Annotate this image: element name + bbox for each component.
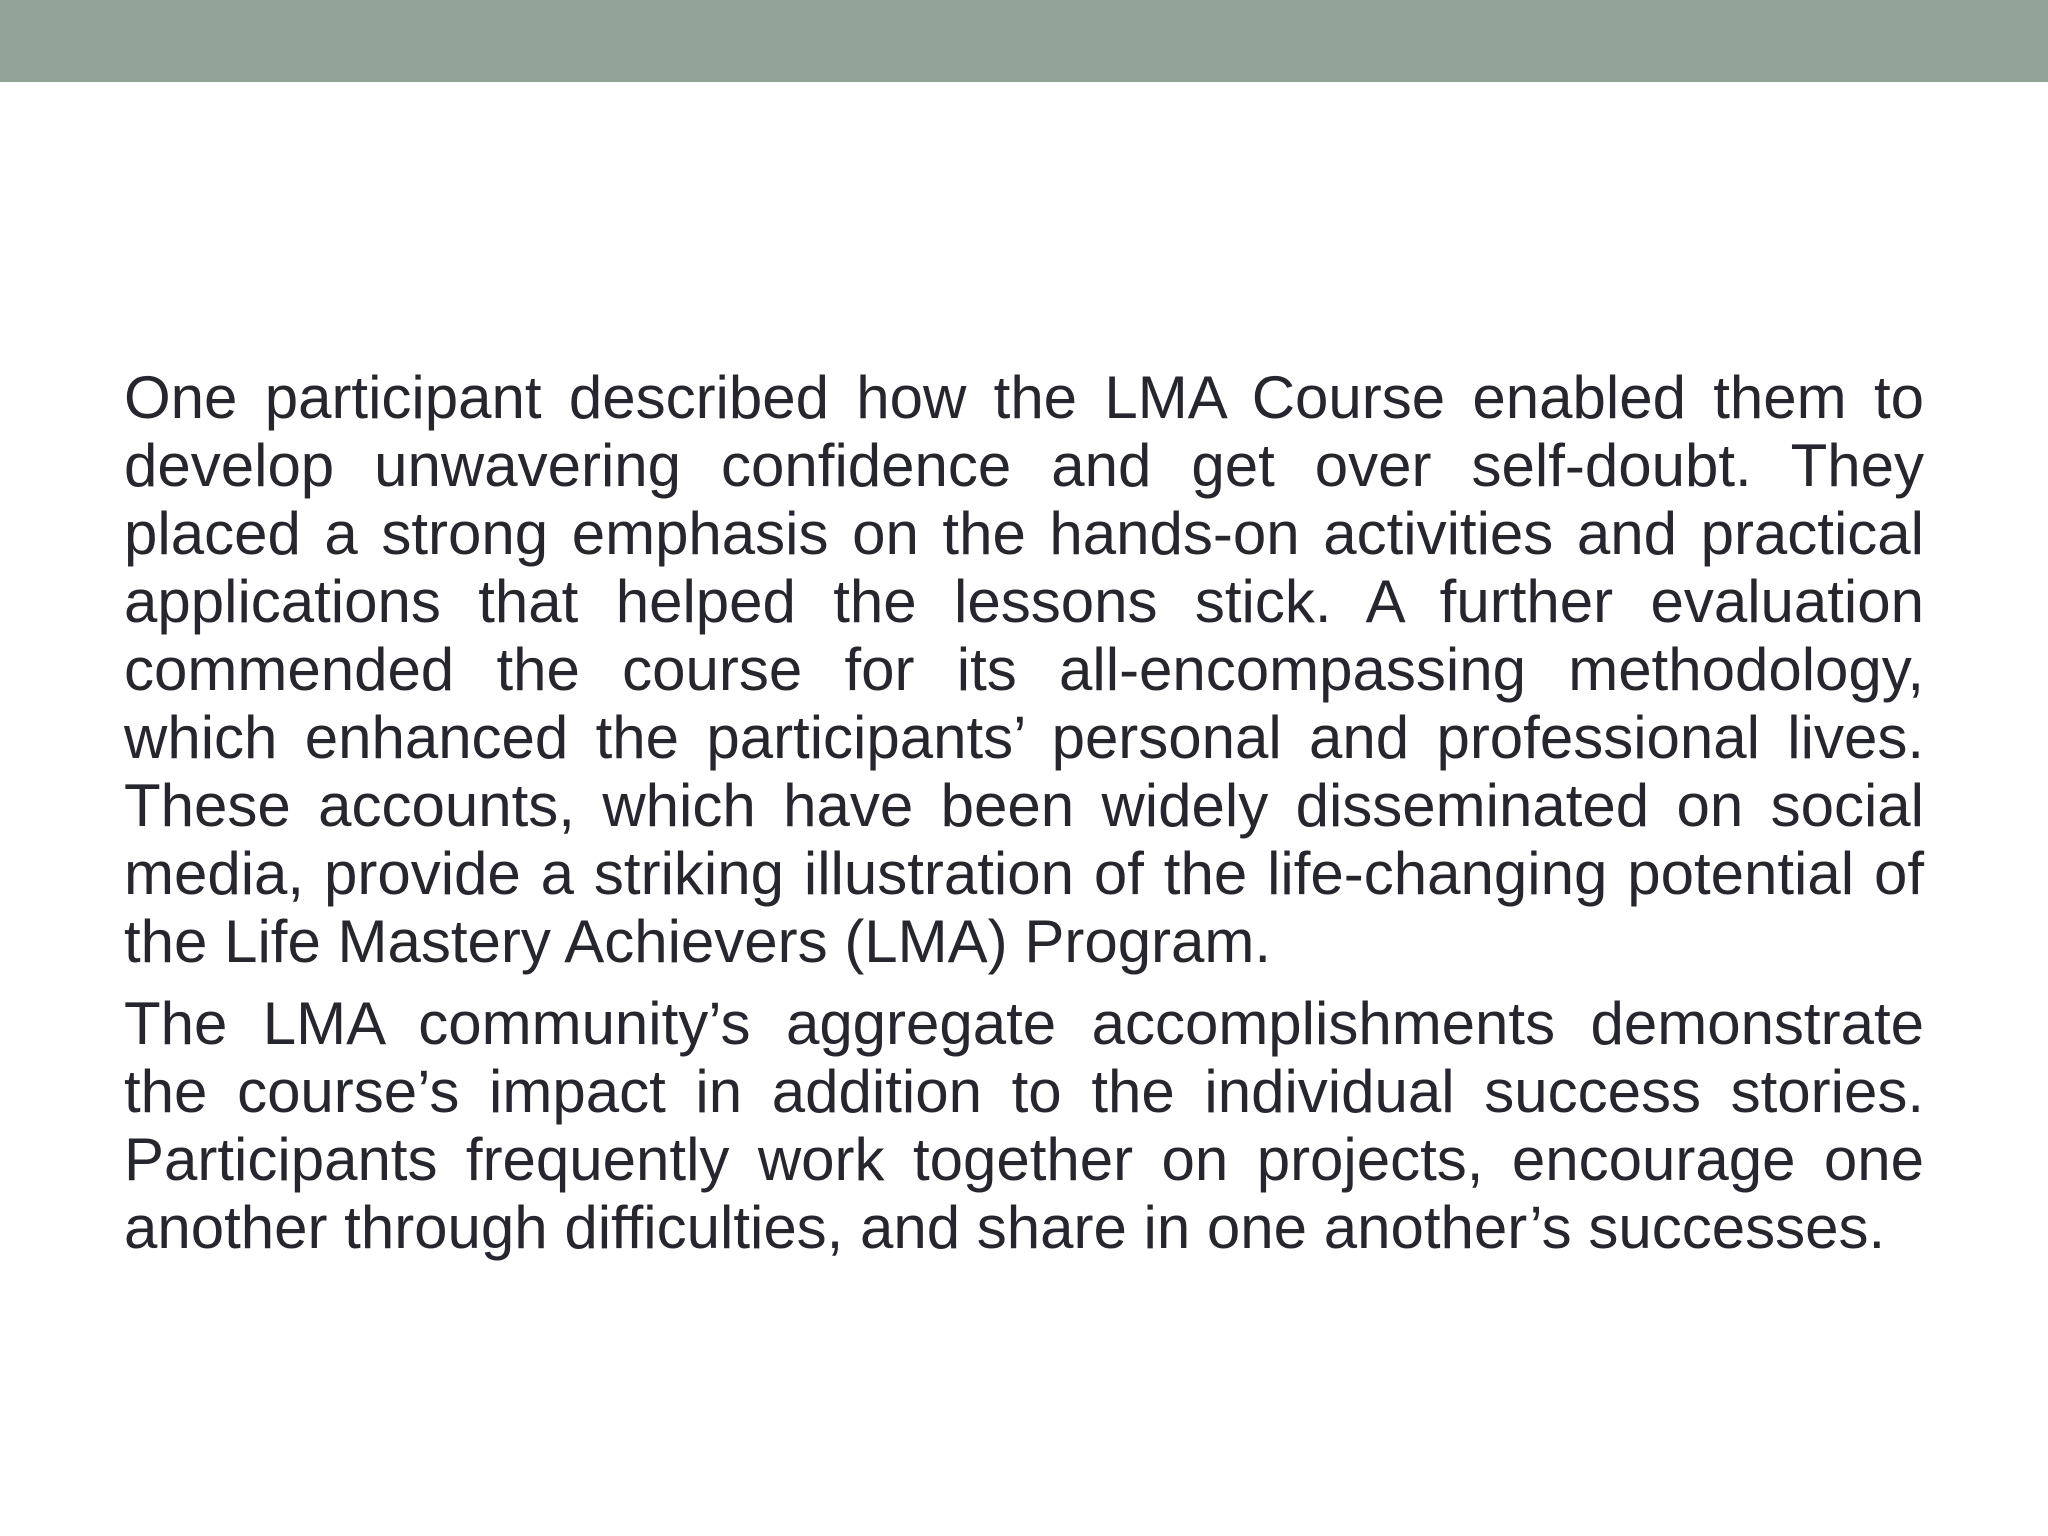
slide-body bbox=[124, 364, 1924, 1276]
paragraph-1: One participant described how the LMA Course enabled them to develop unwavering confidence and get over self-doubt. They placed a strong emphasis on the hands-on activities and practical applications that helped the lessons stick. A further evaluation commended the course for its all-encompassing methodology, which enhanced the participants’ personal and professional lives. These accounts, which have been widely disseminated on social media, provide a striking illustration of the life-changing potential of the Life Mastery Achievers (LMA) Program. bbox=[124, 364, 1924, 975]
paragraph-2: The LMA community’s aggregate accomplishments demonstrate the course’s impact in addition to the individual success stories. Participants frequently work together on projects, encourage one another through difficulties, and share in one another’s successes. bbox=[124, 990, 1924, 1261]
top-accent-band bbox=[0, 0, 2048, 82]
